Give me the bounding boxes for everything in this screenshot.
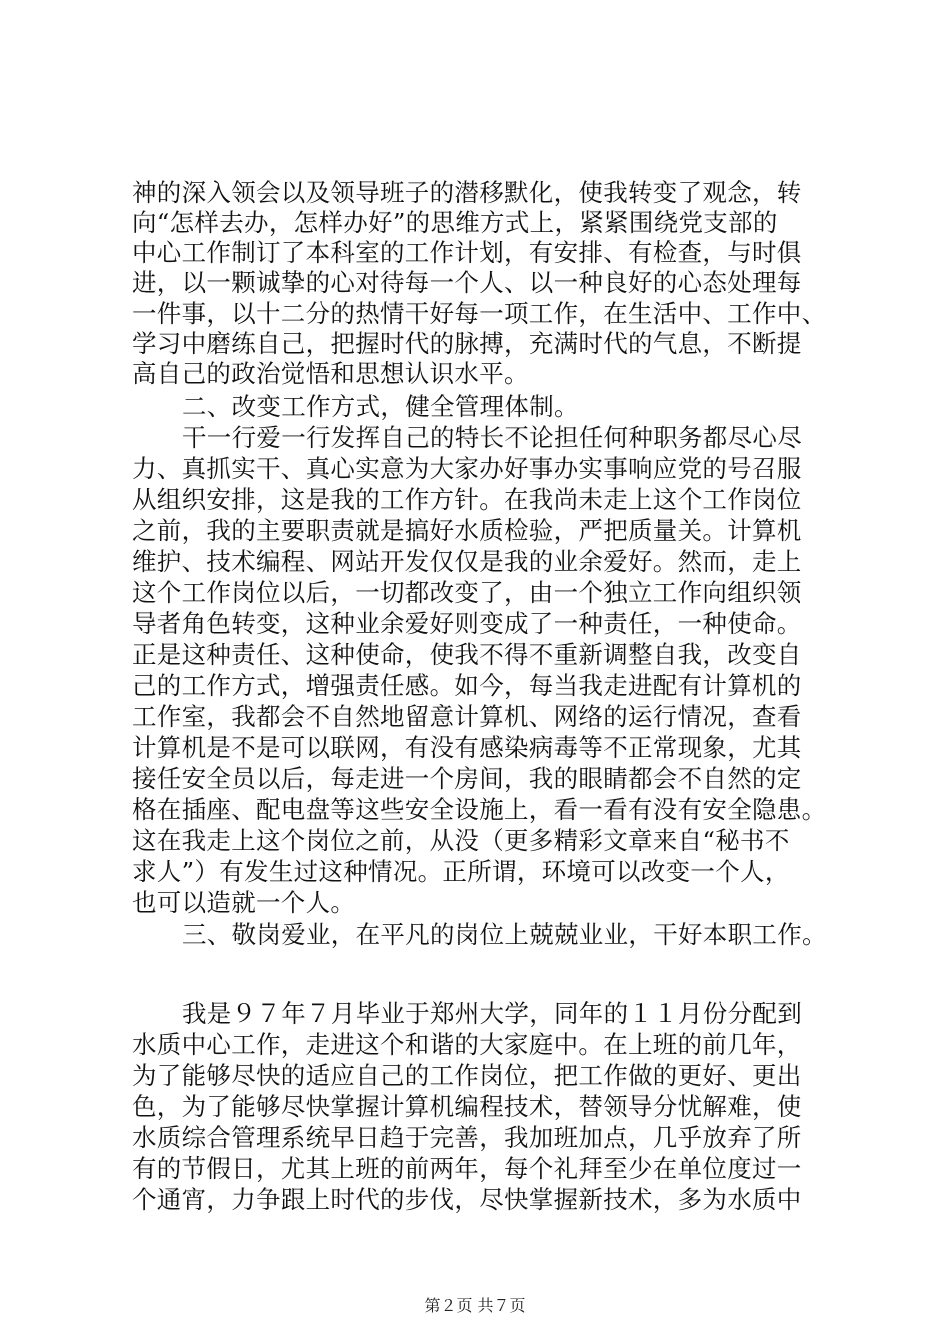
text-line: 高自己的政治觉悟和思想认识水平。 <box>132 359 529 388</box>
text-line: 水质中心工作，走进这个和谐的大家庭中。在上班的前几年， <box>132 1030 802 1059</box>
text-line: 色，为了能够尽快掌握计算机编程技术，替领导分忧解难，使 <box>132 1092 802 1121</box>
text-line: 一件事，以十二分的热情干好每一项工作，在生活中、工作中、 <box>132 299 827 328</box>
text-line: 这个工作岗位以后，一切都改变了，由一个独立工作向组织领 <box>132 578 802 607</box>
text-line: 进，以一颗诚挚的心对待每一个人、以一种良好的心态处理每 <box>132 268 802 297</box>
text-line: 计算机是不是可以联网，有没有感染病毒等不正常现象，尤其 <box>132 733 802 762</box>
text-line: 为了能够尽快的适应自己的工作岗位，把工作做的更好、更出 <box>132 1061 802 1090</box>
text-line: 接任安全员以后，每走进一个房间，我的眼睛都会不自然的定 <box>132 764 802 793</box>
text-line: 正是这种责任、这种使命，使我不得不重新调整自我，改变自 <box>132 640 802 669</box>
text-line: 学习中磨练自己，把握时代的脉搏，充满时代的气息，不断提 <box>132 329 802 358</box>
text-line: 维护、技术编程、网站开发仅仅是我的业余爱好。然而，走上 <box>132 547 802 576</box>
text-line: 从组织安排，这是我的工作方针。在我尚未走上这个工作岗位 <box>132 485 802 514</box>
text-line: 水质综合管理系统早日趋于完善，我加班加点，几乎放弃了所 <box>132 1123 802 1152</box>
text-line: 己的工作方式，增强责任感。如今，每当我走进配有计算机的 <box>132 671 802 700</box>
text-line: 向“怎样去办，怎样办好”的思维方式上，紧紧围绕党支部的 <box>132 208 778 237</box>
text-line: 也可以造就一个人。 <box>132 888 356 917</box>
text-line: 干一行爱一行发挥自己的特长不论担任何种职务都尽心尽 <box>182 423 802 452</box>
text-line: 神的深入领会以及领导班子的潜移默化，使我转变了观念，转 <box>132 178 802 207</box>
text-line: 我是９７年７月毕业于郑州大学，同年的１１月份分配到 <box>182 999 802 1028</box>
text-line: 格在插座、配电盘等这些安全设施上，看一看有没有安全隐患。 <box>132 795 827 824</box>
text-line: 这在我走上这个岗位之前，从没（更多精彩文章来自“秘书不 <box>132 826 790 855</box>
text-line: 之前，我的主要职责就是搞好水质检验，严把质量关。计算机 <box>132 516 802 545</box>
text-line: 个通宵，力争跟上时代的步伐，尽快掌握新技术，多为水质中 <box>132 1185 802 1214</box>
text-line: 求人”）有发生过这种情况。正所谓，环境可以改变一个人， <box>132 857 790 886</box>
text-line: 有的节假日，尤其上班的前两年，每个礼拜至少在单位度过一 <box>132 1154 802 1183</box>
section-heading: 三、敬岗爱业，在平凡的岗位上兢兢业业，干好本职工作。 <box>182 920 827 949</box>
text-line: 工作室，我都会不自然地留意计算机、网络的运行情况，查看 <box>132 702 802 731</box>
section-heading: 二、改变工作方式，健全管理体制。 <box>182 392 579 421</box>
text-line: 导者角色转变，这种业余爱好则变成了一种责任，一种使命。 <box>132 609 802 638</box>
text-line: 中心工作制订了本科室的工作计划，有安排、有检查，与时俱 <box>132 238 802 267</box>
text-line: 力、真抓实干、真心实意为大家办好事办实事响应党的号召服 <box>132 454 802 483</box>
page-footer: 第２页 共７页 <box>424 1296 526 1315</box>
